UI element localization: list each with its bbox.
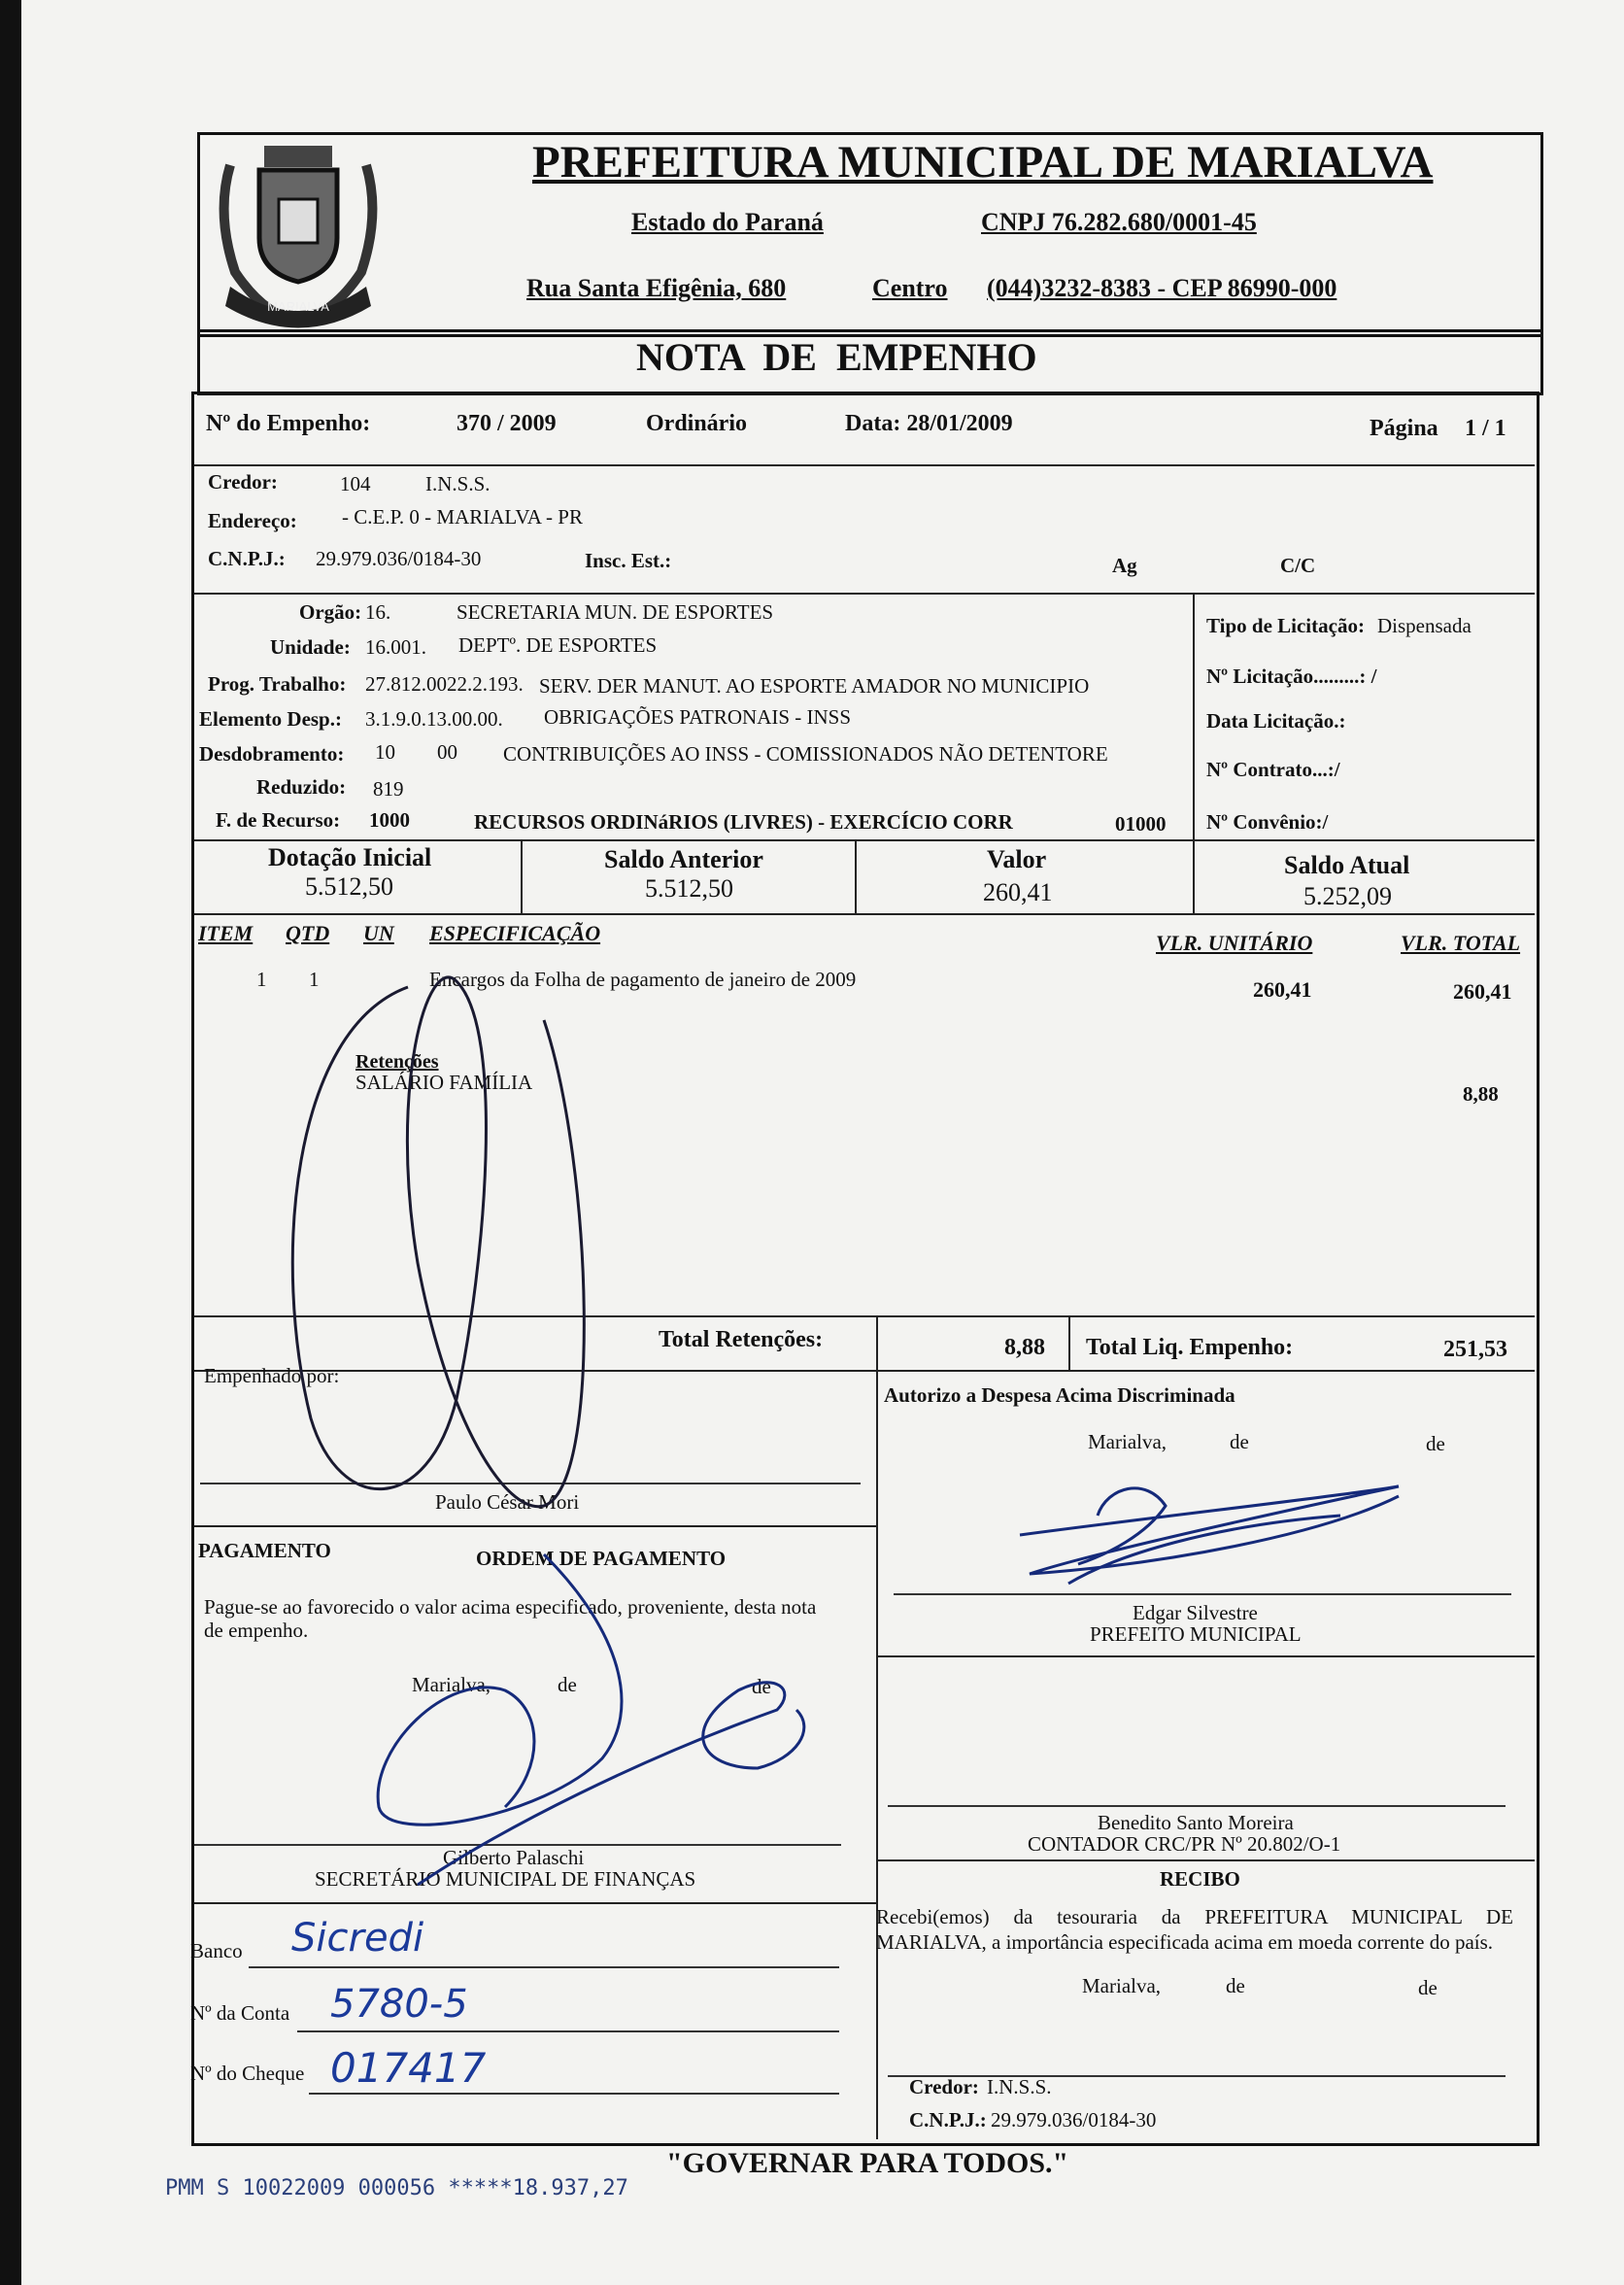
empenhado-label: Empenhado por:	[204, 1364, 340, 1387]
cc-label: C/C	[1280, 554, 1316, 577]
prefeito-name: Edgar Silvestre	[1133, 1601, 1258, 1624]
header-phone-cep: (044)3232-8383 - CEP 86990-000	[987, 274, 1337, 302]
total-retencoes-value: 8,88	[1004, 1335, 1045, 1360]
autorizo-de2: de	[1426, 1432, 1445, 1455]
empenho-number-label: Nº do Empenho:	[206, 411, 371, 436]
signature-prefeito	[1020, 1486, 1399, 1584]
total-liquido-label: Total Liq. Empenho:	[1086, 1335, 1294, 1360]
empenho-date: Data: 28/01/2009	[845, 411, 1013, 436]
secretario-role: SECRETÁRIO MUNICIPAL DE FINANÇAS	[315, 1867, 696, 1891]
doc-title: NOTA DE EMPENHO	[636, 335, 1037, 379]
tipo-licitacao-value: Dispensada	[1377, 614, 1472, 637]
retencoes-label: Retenções	[355, 1051, 439, 1073]
item-qtd: 1	[309, 968, 320, 991]
pagamento-de2: de	[752, 1675, 771, 1698]
header-cnpj: CNPJ 76.282.680/0001-45	[981, 208, 1257, 236]
orgao-label: Orgão:	[299, 600, 362, 624]
header-state: Estado do Paraná	[631, 208, 824, 236]
prefeito-role: PREFEITO MUNICIPAL	[1090, 1622, 1302, 1646]
ordem-pagamento-label: ORDEM DE PAGAMENTO	[476, 1547, 727, 1570]
page-number: 1 / 1	[1465, 416, 1506, 441]
contador-role: CONTADOR CRC/PR Nº 20.802/O-1	[1028, 1832, 1341, 1856]
credor-cnpj-label: C.N.P.J.:	[208, 547, 286, 570]
recibo-text: Recebi(emos) da tesouraria da PREFEITURA MUNICIPAL DE MARIALVA, a importância especificada acima em moeda corrente do país.	[876, 1905, 1513, 1954]
autorizo-city: Marialva,	[1088, 1430, 1167, 1453]
fonte-value: 1000	[369, 808, 410, 832]
total-retencoes-label: Total Retenções:	[659, 1327, 824, 1352]
endereco-value: - C.E.P. 0 - MARIALVA - PR	[342, 505, 583, 529]
recibo-cnpj-label: C.N.P.J.:	[909, 2108, 987, 2132]
item-unit-value: 260,41	[1253, 977, 1312, 1002]
desdobramento-desc: CONTRIBUIÇÕES AO INSS - COMISSIONADOS NÃO DETENTORE	[503, 742, 1108, 766]
conta-handwritten: 5780-5	[330, 1982, 468, 2027]
contador-name: Benedito Santo Moreira	[1098, 1811, 1294, 1834]
elemento-label: Elemento Desp.:	[199, 707, 342, 731]
reduzido-label: Reduzido:	[256, 775, 347, 799]
autorizo-de1: de	[1230, 1430, 1249, 1453]
saldo-anterior-value: 5.512,50	[645, 874, 733, 903]
col-vlr-total: VLR. TOTAL	[1401, 931, 1521, 955]
dotacao-label: Dotação Inicial	[268, 843, 432, 871]
desdobramento-b: 00	[437, 740, 457, 764]
seal-banner-text: MARIALVA	[267, 299, 329, 314]
desdobramento-a: 10	[375, 740, 395, 764]
insc-est-label: Insc. Est.:	[585, 549, 672, 572]
item-total-value: 260,41	[1453, 979, 1512, 1004]
unidade-desc: DEPTº. DE ESPORTES	[458, 633, 658, 657]
orgao-value: 16.	[365, 600, 391, 624]
empenho-type: Ordinário	[646, 411, 748, 436]
credor-label: Credor:	[208, 470, 278, 494]
header-district: Centro	[872, 274, 948, 302]
footer-motto: "GOVERNAR PARA TODOS."	[666, 2147, 1069, 2179]
col-vlr-unitario: VLR. UNITÁRIO	[1156, 931, 1313, 955]
retencao-name: SALÁRIO FAMÍLIA	[355, 1071, 533, 1094]
licitacao-number: Nº Licitação.........: /	[1206, 665, 1377, 688]
elemento-value: 3.1.9.0.13.00.00.	[365, 707, 503, 731]
conta-label: Nº da Conta	[190, 2001, 290, 2025]
col-item: ITEM	[198, 921, 254, 945]
prog-label: Prog. Trabalho:	[208, 672, 347, 696]
signature-empenhado	[292, 977, 584, 1507]
recibo-city: Marialva,	[1082, 1974, 1162, 1997]
licitacao-date: Data Licitação.:	[1206, 709, 1346, 733]
banco-handwritten: Sicredi	[291, 1916, 424, 1961]
page-label: Página	[1370, 416, 1438, 441]
convenio: Nº Convênio:/	[1206, 810, 1329, 834]
unidade-value: 16.001.	[365, 635, 426, 659]
footer-stamp: PMM S 10022009 000056 *****18.937,27	[165, 2176, 628, 2200]
saldo-atual-label: Saldo Atual	[1284, 851, 1410, 879]
col-especificacao: ESPECIFICAÇÃO	[429, 921, 601, 945]
pagamento-label: PAGAMENTO	[198, 1539, 331, 1562]
contrato: Nº Contrato...:/	[1206, 758, 1340, 781]
credor-cnpj: 29.979.036/0184-30	[316, 547, 482, 570]
signature-secretario	[378, 1554, 804, 1885]
cheque-handwritten: 017417	[330, 2044, 487, 2092]
prog-value: 27.812.0022.2.193.	[365, 672, 524, 696]
elemento-desc: OBRIGAÇÕES PATRONAIS - INSS	[544, 705, 852, 729]
desdobramento-label: Desdobramento:	[199, 742, 345, 766]
cheque-label: Nº do Cheque	[190, 2062, 305, 2085]
banco-label: Banco	[190, 1939, 243, 1962]
valor-label: Valor	[987, 845, 1047, 873]
recibo-cnpj: 29.979.036/0184-30	[991, 2108, 1157, 2132]
retencao-value: 8,88	[1463, 1082, 1499, 1106]
pagamento-text: Pague-se ao favorecido o valor acima especificado, proveniente, desta nota de empenho.	[204, 1595, 817, 1642]
recibo-label: RECIBO	[1160, 1867, 1240, 1891]
valor-value: 260,41	[983, 878, 1053, 906]
recibo-de2: de	[1418, 1976, 1438, 1999]
fonte-code: 01000	[1115, 812, 1167, 836]
secretario-name: Gilberto Palaschi	[443, 1846, 585, 1869]
header-title: PREFEITURA MUNICIPAL DE MARIALVA	[532, 137, 1434, 188]
recibo-credor-label: Credor:	[909, 2075, 979, 2098]
empenho-number: 370 / 2009	[457, 411, 557, 436]
pagamento-de1: de	[558, 1673, 577, 1696]
recibo-credor: I.N.S.S.	[987, 2075, 1052, 2098]
empenhado-name: Paulo César Mori	[435, 1490, 580, 1514]
unidade-label: Unidade:	[270, 635, 351, 659]
credor-name: I.N.S.S.	[425, 472, 491, 495]
endereco-label: Endereço:	[208, 509, 297, 532]
recibo-de1: de	[1226, 1974, 1245, 1997]
col-qtd: QTD	[286, 921, 330, 945]
dotacao-value: 5.512,50	[305, 872, 393, 901]
reduzido-value: 819	[373, 777, 404, 801]
pagamento-city: Marialva,	[412, 1673, 491, 1696]
header-address: Rua Santa Efigênia, 680	[526, 274, 787, 302]
prog-desc: SERV. DER MANUT. AO ESPORTE AMADOR NO MUNICIPIO	[539, 674, 1090, 698]
col-un: UN	[363, 921, 394, 945]
fonte-label: F. de Recurso:	[216, 808, 341, 832]
ag-label: Ag	[1112, 554, 1137, 577]
item-number: 1	[256, 968, 267, 991]
credor-code: 104	[340, 472, 371, 495]
autorizo-text: Autorizo a Despesa Acima Discriminada	[884, 1383, 1235, 1407]
orgao-desc: SECRETARIA MUN. DE ESPORTES	[457, 600, 774, 624]
saldo-atual-value: 5.252,09	[1303, 882, 1392, 910]
saldo-anterior-label: Saldo Anterior	[604, 845, 763, 873]
fonte-desc: RECURSOS ORDINáRIOS (LIVRES) - EXERCÍCIO CORR	[474, 810, 1013, 834]
total-liquido-value: 251,53	[1443, 1337, 1507, 1362]
tipo-licitacao-label: Tipo de Licitação:	[1206, 614, 1365, 637]
item-description: Encargos da Folha de pagamento de janeiro de 2009	[429, 968, 857, 991]
